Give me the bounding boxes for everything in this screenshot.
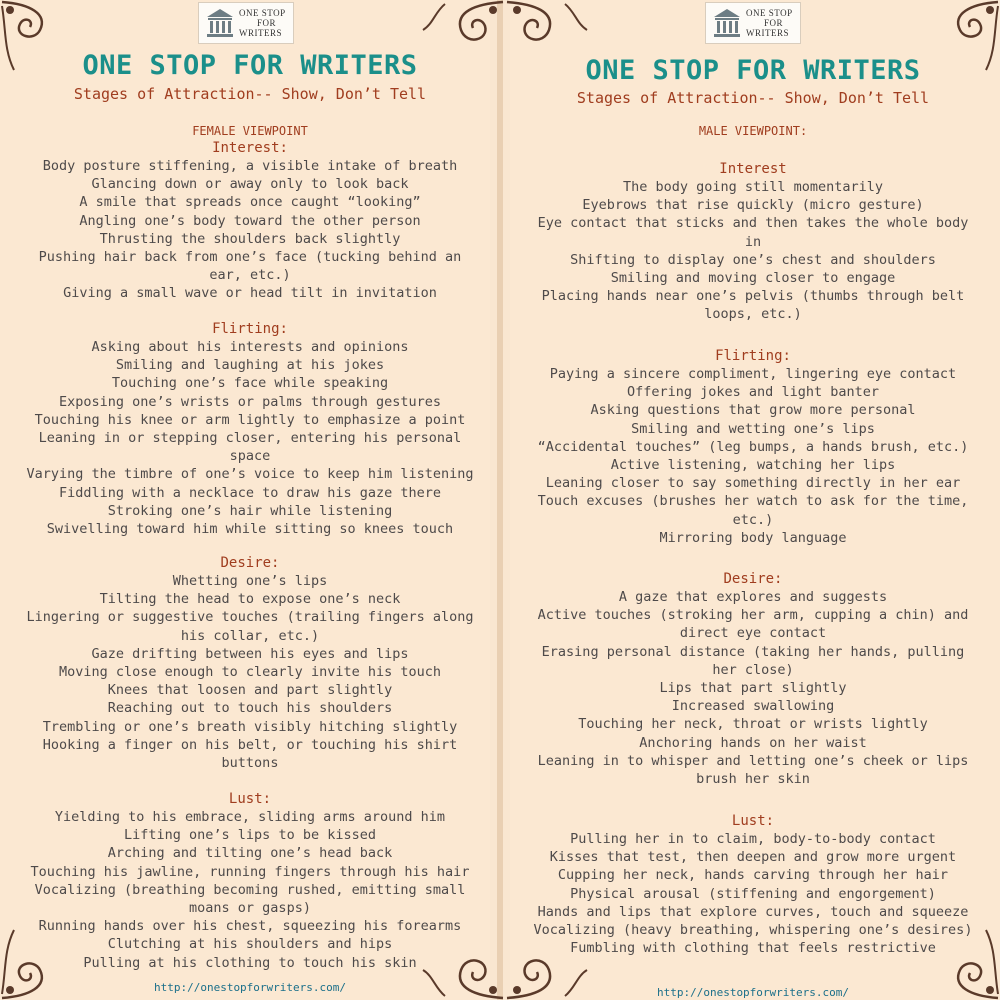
section-flirting: [518, 347, 988, 547]
section-heading: Lust:: [228, 791, 272, 807]
list-item: Thrusting the shoulders back slightly: [99, 230, 401, 247]
flourish-ornament-icon: [0, 0, 70, 80]
list-item: space: [229, 448, 271, 465]
list-item: Stroking one’s hair while listening: [107, 502, 393, 519]
list-item: Touching his knee or arm lightly to emphasize a point: [34, 411, 466, 428]
list-item: brush her skin: [696, 771, 810, 788]
logo-line-2: FOR: [257, 18, 277, 28]
panel-divider: [497, 0, 503, 1000]
section-flirting: [15, 320, 485, 538]
list-item: A gaze that explores and suggests: [618, 589, 888, 605]
flourish-ornament-icon: [415, 930, 505, 1000]
list-item: Gaze drifting between his eyes and lips: [91, 645, 409, 662]
list-item: Tilting the head to expose one’s neck: [99, 591, 401, 608]
list-item: his collar, etc.): [180, 627, 320, 644]
list-item: Touch excuses (brushes her watch to ask for the time,: [537, 493, 969, 510]
list-item: etc.): [732, 511, 774, 528]
list-item: Active touches (stroking her arm, cupping a chin) and: [537, 607, 969, 624]
list-item: ear, etc.): [209, 267, 291, 284]
list-item: Lifting one’s lips to be kissed: [124, 827, 376, 844]
flourish-ornament-icon: [415, 0, 505, 60]
library-building-icon: [205, 7, 235, 39]
list-item: Exposing one’s wrists or palms through gestures: [58, 393, 441, 410]
list-item: Glancing down or away only to look back: [91, 176, 409, 193]
list-item: Hands and lips that explore curves, touch and squeeze: [537, 903, 969, 920]
list-item: A smile that spreads once caught “looking”: [79, 194, 421, 211]
flourish-ornament-icon: [505, 0, 595, 60]
logo-line-3: WRITERS: [746, 28, 789, 38]
list-item: Paying a sincere compliment, lingering eye contact: [549, 366, 957, 382]
list-item: Mirroring body language: [659, 529, 847, 546]
website-link[interactable]: http://onestopforwriters.com/: [153, 981, 347, 994]
list-item: Smiling and laughing at his jokes: [115, 357, 385, 374]
list-item: Hooking a finger on his belt, or touching his shirt: [42, 736, 458, 753]
list-item: Lips that part slightly: [659, 680, 847, 697]
page-title: ONE STOP FOR WRITERS: [82, 50, 418, 81]
list-item: Kisses that test, then deepen and grow more urgent: [549, 849, 957, 866]
list-item: direct eye contact: [679, 625, 827, 642]
list-item: Vocalizing (heavy breathing, whispering one’s desires): [533, 922, 973, 939]
section-heading: Flirting:: [212, 321, 288, 337]
list-item: Asking questions that grow more personal: [590, 402, 916, 419]
list-item: Active listening, watching her lips: [610, 457, 896, 474]
list-item: Increased swallowing: [671, 698, 835, 715]
list-item: Lingering or suggestive touches (trailing fingers along: [26, 609, 474, 626]
list-item: Touching her neck, throat or wrists lightly: [578, 716, 928, 733]
list-item: Anchoring hands on her waist: [639, 734, 867, 751]
list-item: Placing hands near one’s pelvis (thumbs through belt: [541, 288, 965, 305]
list-item: Whetting one’s lips: [172, 573, 328, 589]
list-item: Offering jokes and light banter: [627, 384, 879, 401]
list-item: Swivelling toward him while sitting so knees touch: [46, 521, 454, 538]
list-item: Leaning in or stepping closer, entering his personal: [38, 430, 462, 447]
section-desire: [15, 554, 485, 772]
section-heading: Lust:: [731, 813, 775, 829]
list-item: Touching one’s face while speaking: [111, 375, 389, 392]
list-item: Giving a small wave or head tilt in invitation: [63, 285, 437, 302]
list-item: moans or gasps): [189, 900, 311, 917]
list-item: Arching and tilting one’s head back: [107, 845, 393, 862]
list-item: Smiling and wetting one’s lips: [631, 420, 875, 437]
male-viewpoint-panel: [510, 0, 1000, 1000]
list-item: Pulling her in to claim, body-to-body contact: [570, 831, 936, 847]
list-item: Trembling or one’s breath visibly hitching slightly: [42, 718, 458, 735]
logo-line-2: FOR: [764, 18, 784, 28]
list-item: Yielding to his embrace, sliding arms around him: [54, 809, 446, 825]
logo: [198, 2, 294, 44]
list-item: Pulling at his clothing to touch his skin: [83, 954, 417, 971]
list-item: Leaning closer to say something directly in her ear: [545, 475, 961, 492]
section-heading: Interest: [719, 161, 787, 177]
section-heading: Interest:: [212, 140, 288, 156]
logo-line-1: ONE STOP: [746, 8, 793, 18]
website-link[interactable]: http://onestopforwriters.com/: [656, 986, 850, 999]
page-title: ONE STOP FOR WRITERS: [585, 55, 921, 86]
female-viewpoint-panel: [0, 0, 490, 1000]
list-item: “Accidental touches” (leg bumps, a hands brush, etc.): [537, 438, 969, 455]
list-item: Fumbling with clothing that feels restrictive: [570, 940, 936, 957]
flourish-ornament-icon: [505, 930, 595, 1000]
list-item: Fiddling with a necklace to draw his gaze there: [58, 484, 441, 501]
list-item: Smiling and moving closer to engage: [610, 270, 896, 287]
list-item: her close): [712, 661, 794, 678]
viewpoint-heading: MALE VIEWPOINT:: [698, 124, 808, 138]
library-building-icon: [712, 7, 742, 39]
list-item: Eyebrows that rise quickly (micro gesture): [582, 197, 924, 214]
flourish-ornament-icon: [0, 900, 70, 1000]
list-item: Physical arousal (stiffening and engorgement): [570, 885, 936, 902]
section-desire: [518, 570, 988, 788]
logo: [705, 2, 801, 44]
flourish-ornament-icon: [930, 900, 1000, 1000]
logo-line-3: WRITERS: [239, 28, 282, 38]
list-item: Reaching out to touch his shoulders: [107, 700, 393, 717]
list-item: Body posture stiffening, a visible intake of breath: [42, 158, 458, 174]
viewpoint-heading: FEMALE VIEWPOINT: [192, 124, 308, 138]
page-subtitle: Stages of Attraction-- Show, Don’t Tell: [576, 89, 930, 107]
list-item: in: [744, 233, 762, 250]
list-item: Pushing hair back from one’s face (tucking behind an: [38, 249, 462, 266]
section-heading: Flirting:: [715, 348, 791, 364]
list-item: Eye contact that sticks and then takes the whole body: [537, 215, 969, 232]
list-item: buttons: [221, 755, 279, 772]
list-item: Leaning in to whisper and letting one’s cheek or lips: [537, 752, 969, 769]
list-item: Running hands over his chest, squeezing his forearms: [38, 918, 462, 935]
section-interest: [15, 139, 485, 303]
list-item: Cupping her neck, hands carving through her hair: [557, 867, 949, 884]
list-item: Varying the timbre of one’s voice to keep him listening: [26, 466, 474, 483]
list-item: The body going still momentarily: [622, 179, 884, 195]
logo-line-1: ONE STOP: [239, 8, 286, 18]
section-heading: Desire:: [723, 571, 783, 587]
list-item: Shifting to display one’s chest and shoulders: [570, 251, 936, 268]
flourish-ornament-icon: [930, 0, 1000, 80]
list-item: Vocalizing (breathing becoming rushed, emitting small: [34, 881, 466, 898]
list-item: Knees that loosen and part slightly: [107, 682, 393, 699]
section-interest: [518, 160, 988, 324]
list-item: Erasing personal distance (taking her hands, pulling: [541, 643, 965, 660]
list-item: Asking about his interests and opinions: [91, 339, 409, 355]
list-item: Moving close enough to clearly invite his touch: [58, 664, 441, 681]
page-subtitle: Stages of Attraction-- Show, Don’t Tell: [73, 85, 427, 103]
list-item: loops, etc.): [704, 306, 802, 323]
list-item: Touching his jawline, running fingers through his hair: [30, 863, 470, 880]
section-heading: Desire:: [220, 555, 280, 571]
list-item: Angling one’s body toward the other person: [79, 212, 421, 229]
list-item: Clutching at his shoulders and hips: [107, 936, 393, 953]
